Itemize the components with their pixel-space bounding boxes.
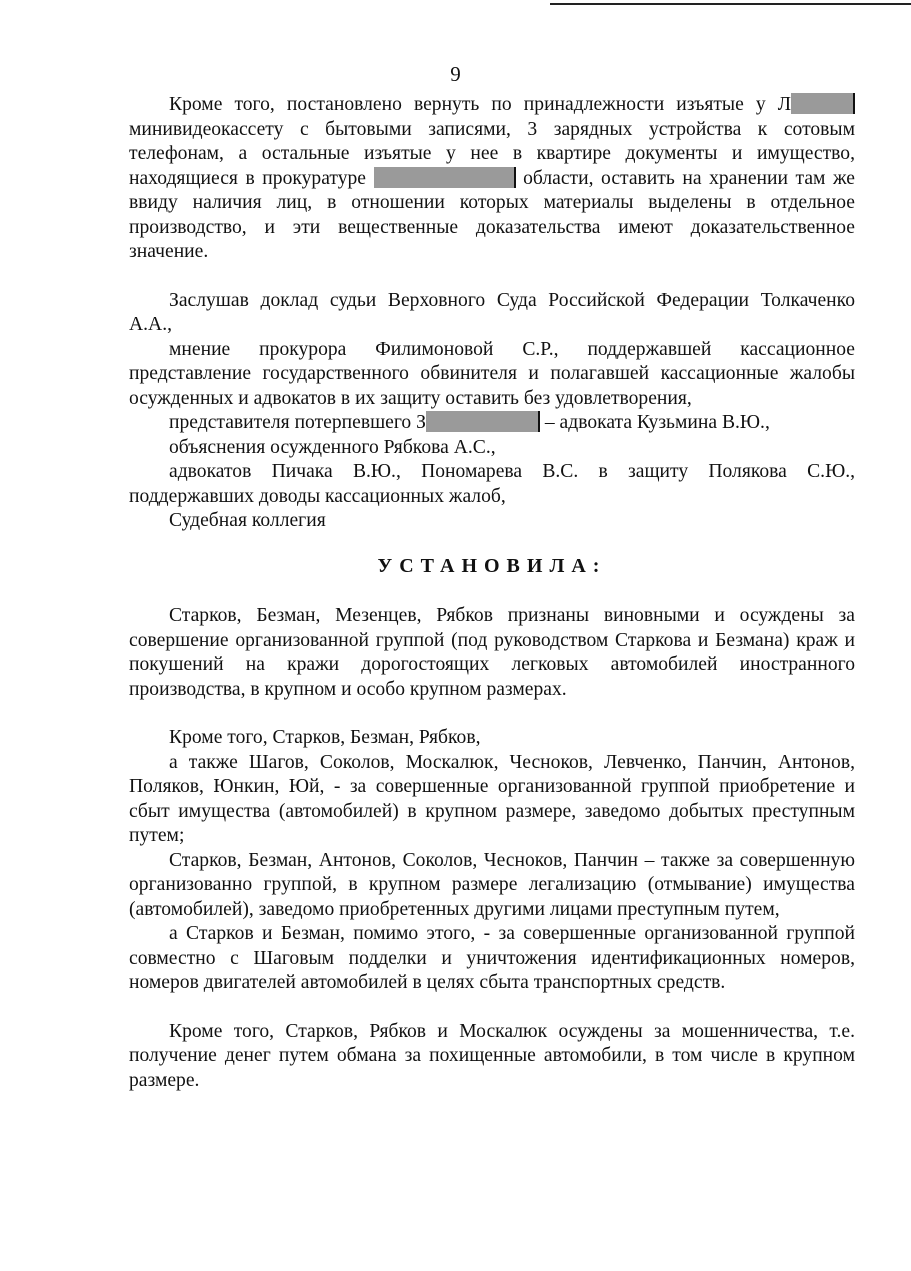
paragraph-text: Кроме того, постановлено вернуть по принадлежности изъятые у Л (169, 94, 791, 115)
paragraph-text: представителя потерпевшего З (169, 412, 426, 433)
paragraph-fraud: Кроме того, Старков, Рябков и Москалюк осуждены за мошенничества, т.е. получение денег путем обмана за похищенные автомобили, в том числе в крупном размере. (129, 1020, 855, 1091)
paragraph-court-panel: Судебная коллегия (169, 510, 326, 531)
document-body (129, 93, 855, 1093)
redacted-region (374, 167, 516, 188)
scan-edge-line (550, 3, 911, 5)
paragraph-report: Заслушав доклад судьи Верховного Суда Российской Федерации Толкаченко А.А., (129, 289, 855, 335)
paragraph-verdict-theft: Старков, Безман, Мезенцев, Рябков признаны виновными и осуждены за совершение организованной группой (под руководством Старкова и Безмана) краж и покушений на кражи дорогостоящих легковых автомобилей иностранного производства, в крупном и особо крупном размерах. (129, 605, 855, 700)
page-number: 9 (450, 62, 461, 86)
section-heading: УСТАНОВИЛА: (377, 554, 607, 577)
paragraph-text: минивидеокассету с бытовыми записями, 3 зарядных устройства к сотовым телефонам, а остальные изъятые у нее в квартире документы и имущество, находящиеся в прокуратуре (129, 118, 855, 189)
paragraph-prosecutor-opinion: мнение прокурора Филимоновой С.Р., поддержавшей кассационное представление государственного обвинителя и полагавшей кассационные жалобы осужденных и адвокатов в их защиту оставить без удовлетворения, (129, 338, 855, 409)
paragraph-victim-representative (129, 411, 855, 436)
paragraph-acquisition: а также Шагов, Соколов, Москалюк, Чесноков, Левченко, Панчин, Антонов, Поляков, Юнкин, Юй, - за совершенные организованной группой приобретение и сбыт имущества (автомобилей) в крупном размере, заведомо добытых преступным путем; (129, 751, 855, 846)
paragraph-return-property (129, 93, 855, 265)
paragraph-convict-explanation: объяснения осужденного Рябкова А.С., (169, 436, 496, 458)
redacted-name (791, 93, 855, 114)
paragraph-text: – адвоката Кузьмина В.Ю., (539, 412, 770, 433)
paragraph-additional: Кроме того, Старков, Безман, Рябков, (169, 727, 481, 748)
paragraph-lawyers: адвокатов Пичака В.Ю., Пономарева В.С. в защиту Полякова С.Ю., поддержавших доводы кассационных жалоб, (129, 461, 855, 507)
redacted-name (426, 411, 540, 432)
paragraph-forgery: а Старков и Безман, помимо этого, - за совершенные организованной группой совместно с Шаговым подделки и уничтожения идентификационных номеров, номеров двигателей автомобилей в целях сбыта транспортных средств. (129, 923, 855, 993)
paragraph-text: области, оставить на хранении там же ввиду наличия лиц, в отношении которых материалы выделены в отдельное производство, и эти вещественные доказательства имеют доказательственное значение. (129, 167, 855, 262)
paragraph-laundering: Старков, Безман, Антонов, Соколов, Чесноков, Панчин – также за совершенную организованно группой, в крупном размере легализацию (отмывание) имущества (автомобилей), заведомо приобретенных другими лицами преступным путем, (129, 849, 855, 920)
